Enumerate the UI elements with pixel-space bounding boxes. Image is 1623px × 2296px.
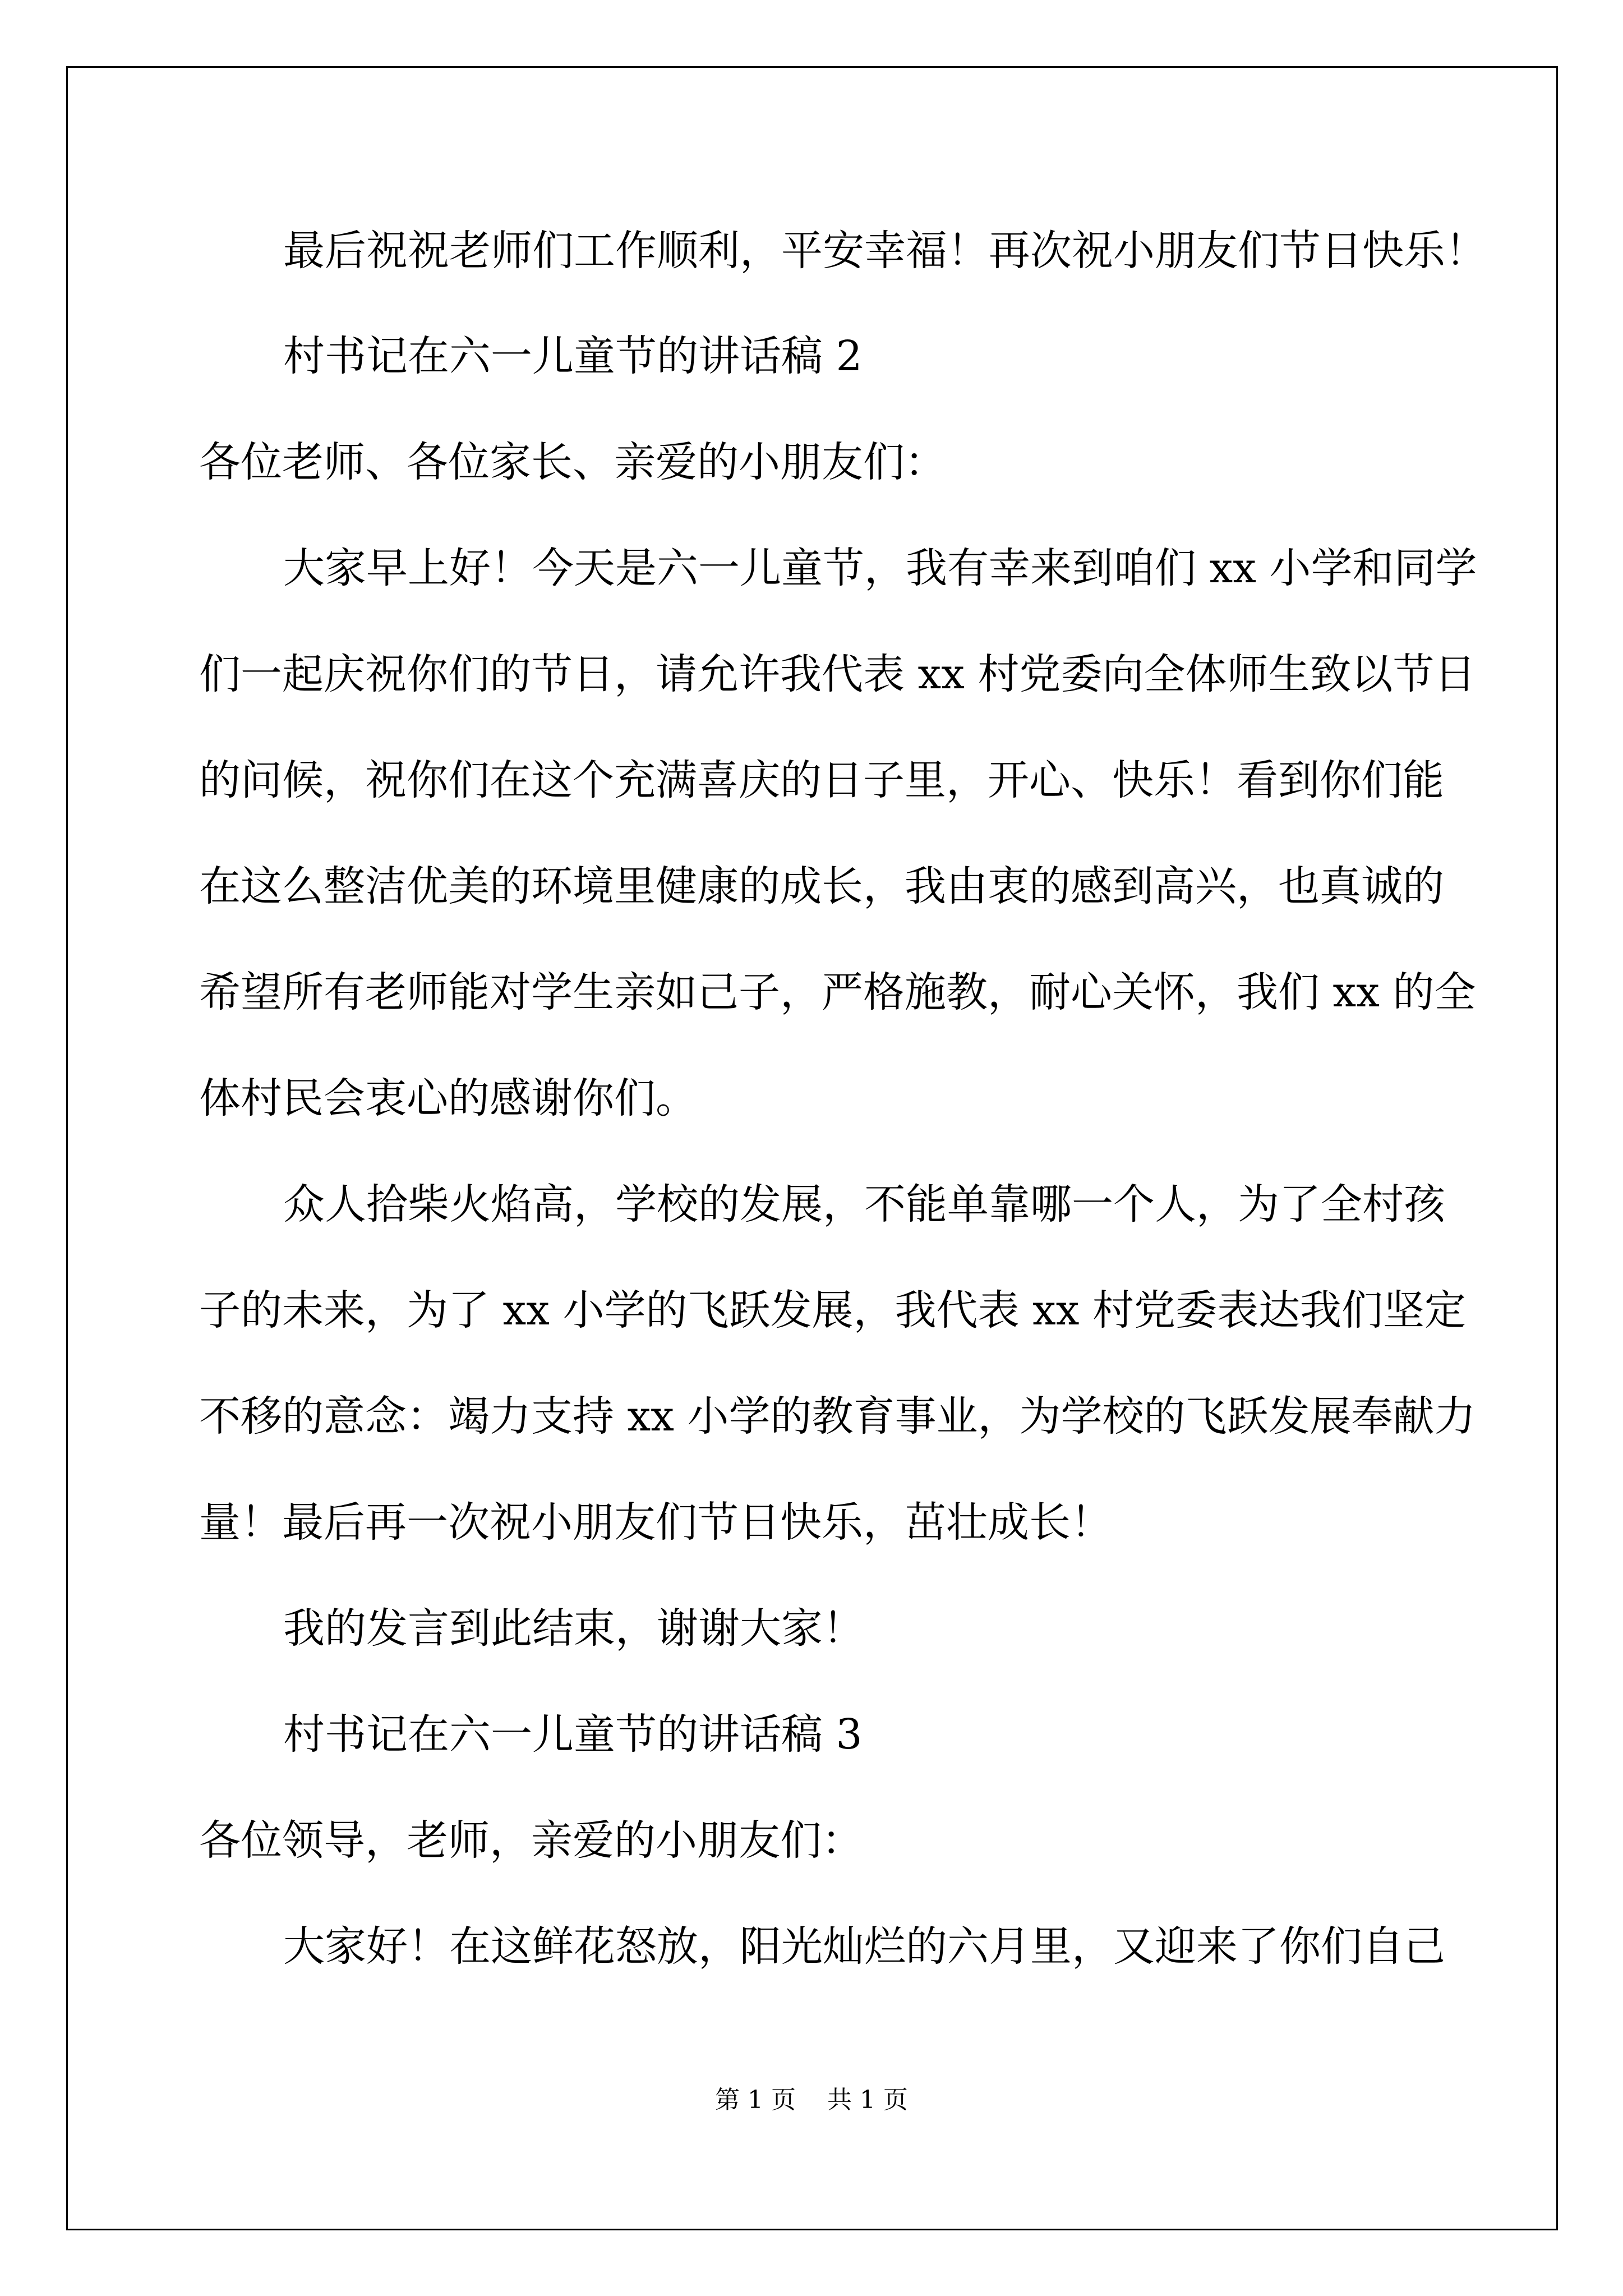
- paragraph-line: 体村民会衷心的感谢你们。: [199, 1074, 697, 1122]
- paragraph-line: 大家早上好！今天是六一儿童节，我有幸来到咱们 xx 小学和同学: [283, 544, 1477, 592]
- paragraph-line: 希望所有老师能对学生亲如己子，严格施教，耐心关怀，我们 xx 的全: [199, 968, 1476, 1016]
- paragraph-line: 的问候，祝你们在这个充满喜庆的日子里，开心、快乐！看到你们能: [199, 756, 1444, 804]
- page-border: [66, 66, 1558, 2230]
- paragraph-line: 不移的意念：竭力支持 xx 小学的教育事业，为学校的飞跃发展奉献力: [199, 1392, 1476, 1441]
- salutation-3: 各位领导，老师，亲爱的小朋友们：: [199, 1816, 863, 1865]
- paragraph-line: 们一起庆祝你们的节日，请允许我代表 xx 村党委向全体师生致以节日: [199, 650, 1476, 698]
- paragraph-line: 量！最后再一次祝小朋友们节日快乐，茁壮成长！: [199, 1498, 1112, 1547]
- paragraph-line: 子的未来，为了 xx 小学的飞跃发展，我代表 xx 村党委表达我们坚定: [199, 1286, 1467, 1335]
- closing-wish-line: 最后祝祝老师们工作顺利，平安幸福！再次祝小朋友们节日快乐！: [283, 227, 1487, 275]
- page-number-footer: 第 1 页 共 1 页: [715, 2086, 908, 2114]
- section-heading-3: 村书记在六一儿童节的讲话稿 3: [283, 1710, 863, 1759]
- salutation-2: 各位老师、各位家长、亲爱的小朋友们：: [199, 438, 946, 486]
- paragraph-line: 众人拾柴火焰高，学校的发展，不能单靠哪一个人，为了全村孩: [283, 1180, 1445, 1228]
- closing-line: 我的发言到此结束，谢谢大家！: [283, 1604, 864, 1653]
- paragraph-line: 在这么整洁优美的环境里健康的成长，我由衷的感到高兴，也真诚的: [199, 862, 1444, 910]
- section-heading-2: 村书记在六一儿童节的讲话稿 2: [283, 332, 863, 380]
- paragraph-line: 大家好！在这鲜花怒放，阳光灿烂的六月里，又迎来了你们自己: [283, 1922, 1445, 1971]
